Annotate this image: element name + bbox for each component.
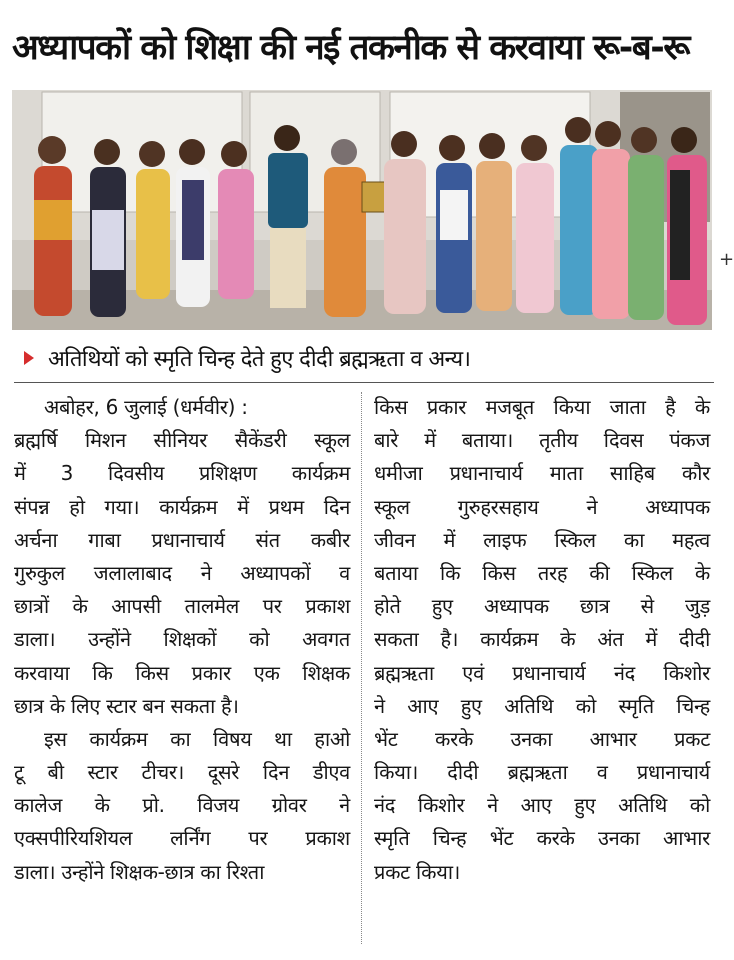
caption-rule	[14, 382, 714, 383]
article-line: इस कार्यक्रम का विषय था हाओ	[44, 726, 350, 751]
article-line: किस प्रकार मजबूत किया जाता है के	[374, 395, 710, 419]
article-line: स्कूल गुरुहरसहाय ने अध्यापक	[374, 494, 710, 519]
article-column-right	[374, 391, 710, 889]
article-line: ने आए हुए अतिथि को स्मृति चिन्ह	[374, 693, 710, 718]
article-line: बारे में बताया। तृतीय दिवस पंकज	[374, 428, 710, 453]
article-line: धमीजा प्रधानाचार्य माता साहिब कौर	[374, 461, 710, 486]
article-line: नंद किशोर ने आए हुए अतिथि को	[374, 793, 710, 818]
group-photo	[12, 90, 712, 330]
article-line: भेंट करके उनका आभार प्रकट	[374, 726, 710, 751]
article-line: किया। दीदी ब्रह्मऋता व प्रधानाचार्य	[374, 760, 710, 785]
caption-text: अतिथियों को स्मृति चिन्ह देते हुए दीदी ब्रह्मऋता व अन्य।	[48, 347, 471, 372]
article-line: बताया कि किस तरह की स्किल के	[374, 560, 710, 585]
article-line: अर्चना गाबा प्रधानाचार्य संत कबीर	[14, 527, 350, 552]
article-line: प्रकट किया।	[374, 859, 460, 884]
article-line: एक्सपीरियशियल लर्निंग पर प्रकाश	[14, 826, 350, 851]
side-mark: +	[719, 249, 734, 270]
article-line: ब्रह्मर्षि मिशन सीनियर सैकेंडरी स्कूल	[14, 428, 350, 453]
article-line: डाला। उन्होंने शिक्षक-छात्र का रिश्ता	[14, 859, 265, 884]
article-line: करवाया कि किस प्रकार एक शिक्षक	[14, 660, 350, 685]
article-line: छात्रों के आपसी तालमेल पर प्रकाश	[14, 594, 350, 619]
article-line: ब्रह्मऋता एवं प्रधानाचार्य नंद किशोर	[374, 660, 710, 685]
article-line: अबोहर, 6 जुलाई (धर्मवीर) :	[44, 395, 248, 419]
article-line: गुरुकुल जलालाबाद ने अध्यापकों व	[14, 560, 350, 585]
article-line: छात्र के लिए स्टार बन सकता है।	[14, 693, 239, 718]
article-line: सकता है। कार्यक्रम के अंत में दीदी	[374, 627, 710, 652]
article-line: होते हुए अध्यापक छात्र से जुड़	[374, 594, 710, 619]
column-divider	[361, 392, 362, 944]
article-line: में 3 दिवसीय प्रशिक्षण कार्यक्रम	[14, 461, 350, 486]
caption-arrow-icon	[24, 351, 34, 365]
article-line: जीवन में लाइफ स्किल का महत्व	[374, 527, 710, 552]
article-line: स्मृति चिन्ह भेंट करके उनका आभार	[374, 826, 710, 851]
article-line: संपन्न हो गया। कार्यक्रम में प्रथम दिन	[14, 494, 350, 519]
photo-caption	[14, 338, 714, 378]
article-column-left	[14, 391, 350, 889]
headline: अध्यापकों को शिक्षा की नई तकनीक से करवाया रू-ब-रू	[12, 28, 689, 68]
article-line: टू बी स्टार टीचर। दूसरे दिन डीएव	[14, 760, 350, 785]
article-line: कालेज के प्रो. विजय ग्रोवर ने	[14, 793, 350, 818]
article-line: डाला। उन्होंने शिक्षकों को अवगत	[14, 627, 350, 652]
